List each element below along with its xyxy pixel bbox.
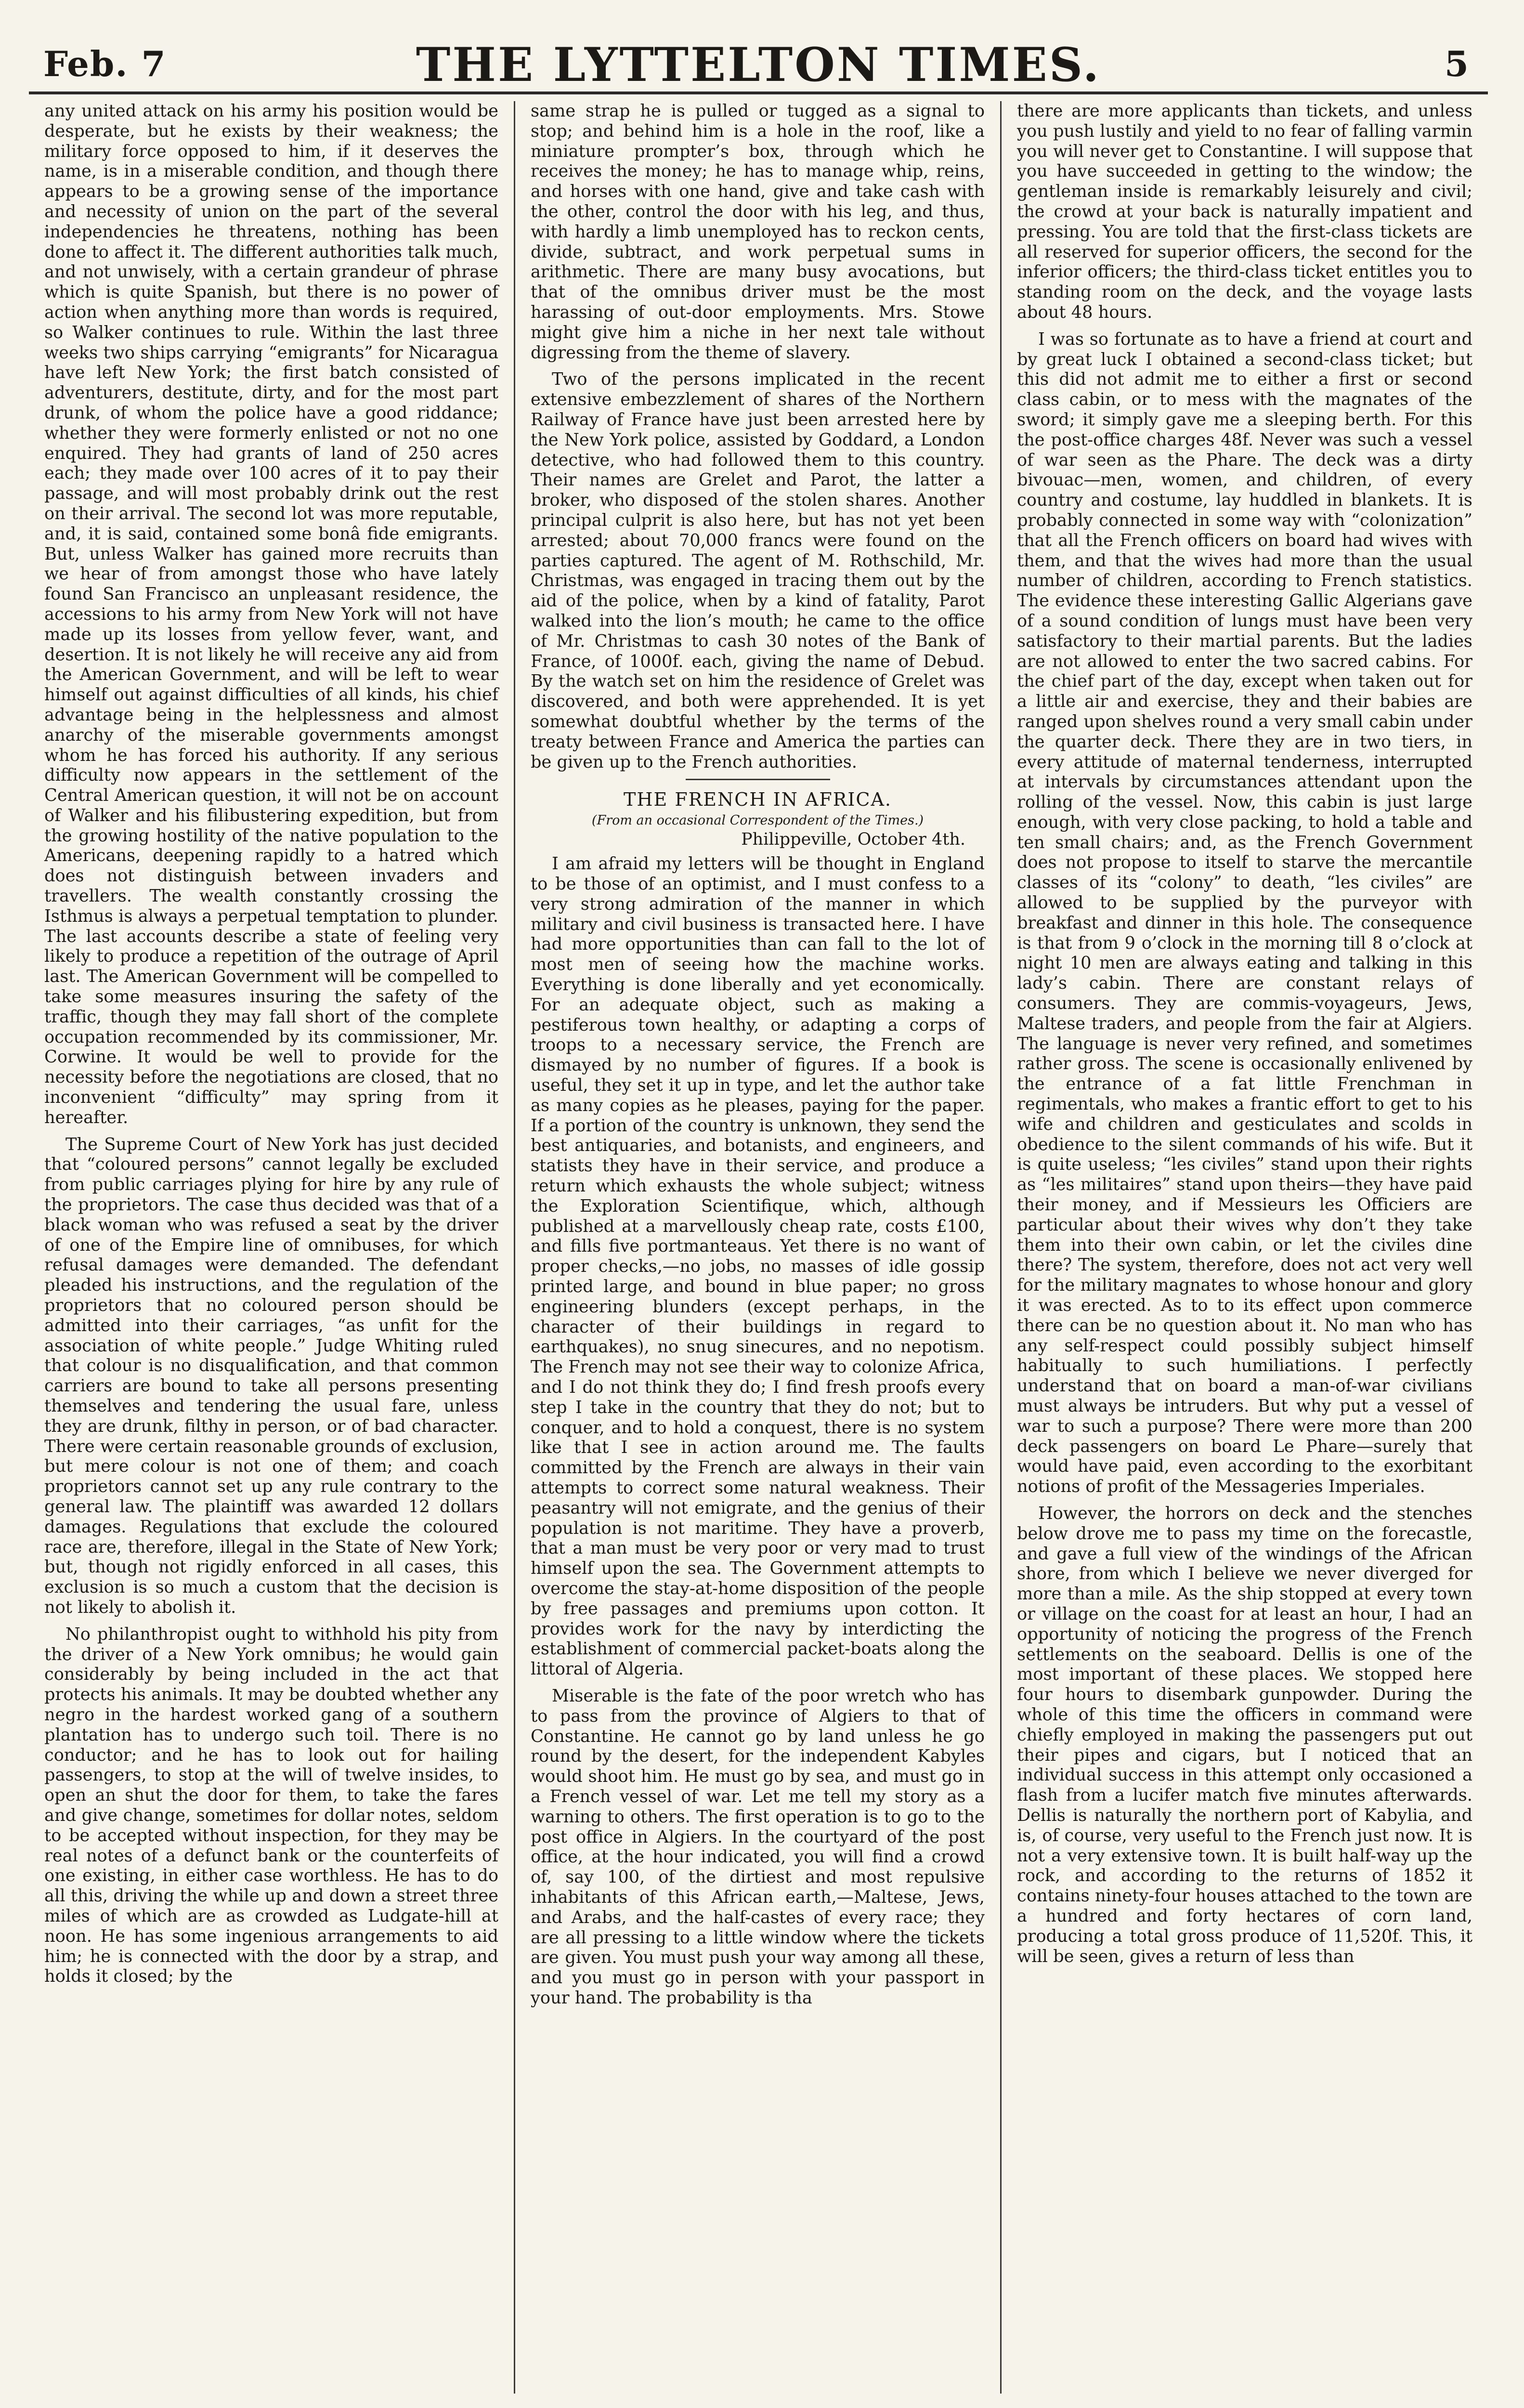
column-1 — [29, 101, 515, 2394]
column-3 — [1002, 101, 1488, 2394]
paragraph: there are more applicants than tickets, and unless you push lustily and yield to no fear of falling varmin you will never get to Constantine. I will suppose that you have succeeded in getting to the window; the gentleman inside is remarkably leisurely and civil; the crowd at your back is naturally impatient and pressing. You are told that the first-class tickets are all reserved for superior officers, the second for the inferior officers; the third-class ticket entitles you to standing room on the deck, and the voyage lasts about 48 hours. — [1017, 101, 1472, 322]
masthead — [29, 34, 1488, 94]
paragraph: No philanthropist ought to withhold his pity from the driver of a New York omnibus; he would gain considerably by being included in the act that protects his animals. It may be doubted whether any negro in the hardest worked gang of a southern plantation has to undergo such toil. There is no conductor; and he has to look out for hailing passengers, to stop at the will of twelve insides, to open an shut the door for them, to take the fares and give change, sometimes for dollar notes, seldom to be accepted without inspection, for they may be real notes of a defunct bank or the counterfeits of one existing, in either case worthless. He has to do all this, driving the while up and down a street three miles of which are as crowded as Ludgate-hill at noon. He has some ingenious arrangements to aid him; he is connected with the door by a strap, and holds it closed; by the — [44, 1624, 498, 1987]
paragraph: any united attack on his army his position would be desperate, but he exists by their weakness; the military force opposed to him, if it deserves the name, is in a miserable condition, and though there appears to be a growing sense of the importance and necessity of union on the part of the several independencies he threatens, nothing has been done to affect it. The different authorities talk much, and not unwisely, with a certain grandeur of phrase which is quite Spanish, but there is no power of action when anything more than words is required, so Walker continues to rule. Within the last three weeks two ships carrying “emigrants” for Nicaragua have left New York; the first batch consisted of adventurers, destitute, dirty, and for the most part drunk, of whom the police have a good riddance; whether they were formerly enlisted or not no one enquired. They had grants of land of 250 acres each; they made over 100 acres of it to pay their passage, and will most probably drink out the rest on their arrival. The second lot was more reputable, and, it is said, contained some bonâ fide emigrants. But, unless Walker has gained more recruits than we hear of from amongst those who have lately found San Francisco an unpleasant residence, the accessions to his army from New York will not have made up its losses from yellow fever, want, and desertion. It is not likely he will receive any aid from the American Government, and will be left to wear himself out against difficulties of all kinds, his chief advantage being in the helplessness and almost anarchy of the miserable governments amongst whom he has forced his authority. If any serious difficulty now appears in the settlement of the Central American question, it will not be on account of Walker and his filibustering expedition, but from the growing hostility of the native population to the Americans, deepening rapidly to a hatred which does not distinguish between invaders and travellers. The wealth constantly crossing the Isthmus is always a perpetual temptation to plunder. The last accounts describe a state of feeling very likely to produce a repetition of the outrage of April last. The American Government will be compelled to take some measures insuring the safety of the traffic, though they may fall short of the complete occupation recommended by its commissioner, Mr. Corwine. It would be well to provide for the necessity before the negotiations are closed, that no inconvenient “difficulty” may spring from it hereafter. — [44, 101, 498, 1127]
newspaper-page — [29, 34, 1488, 2394]
page-number: 5 — [1444, 43, 1469, 84]
columns — [29, 101, 1488, 2394]
article-source: (From an occasional Correspondent of the Times.) — [591, 813, 924, 828]
newspaper-title: THE LYTTELTON TIMES. — [416, 38, 1101, 92]
paragraph: I am afraid my letters will be thought in England to be those of an optimist, and I must confess to a very strong admiration of the manner in which military and civil business is transacted here. I have had more opportunities than can fall to the lot of most men of seeing how the machine works. Everything is done liberally and yet economically. For an adequate object, such as making a pestiferous town healthy, or adapting a corps of troops to a necessary service, the French are dismayed by no number of figures. If a book is useful, they set it up in type, and let the author take as many copies as he pleases, paying for the paper. If a portion of the country is unknown, they send the best antiquaries, and botanists, and engineers, and statists they have in their service, and produce a return which exhausts the whole subject; witness the Exploration Scientifique, which, although published at a marvellously cheap rate, costs £100, and fills five portmanteaus. Yet there is no want of proper checks,—no jobs, no masses of idle gossip printed large, and bound in blue paper; no gross engineering blunders (except perhaps, in the character of their buildings in regard to earthquakes), no snug sinecures, and no nepotism. The French may not see their way to colonize Africa, and I do not think they do; I find fresh proofs every step I take in the country that they do not; but to conquer, and to hold a conquest, there is no system like that I see in action around me. The faults committed by the French are always in their vain attempts to correct some natural weakness. Their peasantry will not emigrate, and the genius of their population is not maritime. They have a proverb, that a man must be very poor or very mad to trust himself upon the sea. The Government attempts to overcome the stay-at-home disposition of the people by free passages and premiums upon cotton. It provides work for the navy by interdicting the establishment of commercial packet-boats along the littoral of Algeria. — [531, 854, 985, 1679]
paragraph: same strap he is pulled or tugged as a signal to stop; and behind him is a hole in the roof, like a miniature prompter’s box, through which he receives the money; he has to manage whip, reins, and horses with one hand, give and take cash with the other, control the door with his leg, and thus, with hardly a limb unemployed has to reckon cents, divide, subtract, and work perpetual sums in arithmetic. There are many busy avocations, but that of the omnibus driver must be the most harassing of out-door employments. Mrs. Stowe might give him a niche in her next tale without digressing from the theme of slavery. — [531, 101, 985, 363]
article-dateline: Philippeville, October 4th. — [741, 830, 965, 850]
paragraph: Miserable is the fate of the poor wretch who has to pass from the province of Algiers to that of Constantine. He cannot go by land unless he go round by the desert, for the independent Kabyles would shoot him. He must go by sea, and must go in a French vessel of war. Let me tell my story as a warning to others. The first operation is to go to the post office in Algiers. In the courtyard of the post office, at the hour indicated, you will find a crowd of, say 100, of the dirtiest and most repulsive inhabitants of this African earth,—Maltese, Jews, and Arabs, and the half-castes of every race; they are all pressing to a little window where the tickets are given. You must push your way among all these, and you must go in person with your passport in your hand. The probability is tha — [531, 1686, 985, 2008]
column-2 — [515, 101, 1002, 2394]
article-heading: THE FRENCH IN AFRICA. — [624, 789, 892, 811]
paragraph: However, the horrors on deck and the stenches below drove me to pass my time on the forecastle, and gave a full view of the windings of the African shore, from which I believe we never diverged for more than a mile. As the ship stopped at every town or village on the coast for at least an hour, I had an opportunity of noticing the progress of the French settlements on the seaboard. Dellis is one of the most important of these places. We stopped here four hours to disembark gunpowder. During the whole of this time the officers in command were chiefly employed in making the passengers put out their pipes and cigars, but I noticed that an individual success in this attempt only occasioned a flash from a lucifer match five minutes afterwards. Dellis is naturally the northern port of Kabylia, and is, of course, very useful to the French just now. It is not a very extensive town. It is built half-way up the rock, and according to the returns of 1852 it contains ninety-four houses attached to the town are a hundred and forty hectares of corn land, producing a total gross produce of 11,520f. This, it will be seen, gives a return of less than — [1017, 1503, 1472, 1966]
issue-date: Feb. 7 — [43, 43, 167, 84]
divider — [686, 779, 830, 780]
paragraph: Two of the persons implicated in the recent extensive embezzlement of shares of the Northern Railway of France have just been arrested here by the New York police, assisted by Goddard, a London detective, who had followed them to this country. Their names are Grelet and Parot, the latter a broker, who disposed of the stolen shares. Another principal culprit is also here, but has not yet been arrested; about 70,000 francs were found on the parties captured. The agent of M. Rothschild, Mr. Christmas, was engaged in tracing them out by the aid of the police, when by a kind of fatality, Parot walked into the lion’s mouth; he came to the office of Mr. Christmas to cash 30 notes of the Bank of France, of 1000f. each, giving the name of Debud. By the watch set on him the residence of Grelet was discovered, and both were apprehended. It is yet somewhat doubtful whether by the terms of the treaty between France and America the parties can be given up to the French authorities. — [531, 369, 985, 772]
paragraph: The Supreme Court of New York has just decided that “coloured persons” cannot legally be excluded from public carriages plying for hire by any rule of the proprietors. The case thus decided was that of a black woman who was refused a seat by the driver of one of the Empire line of omnibuses, for which refusal damages were demanded. The defendant pleaded his instructions, and the regulation of the proprietors that no coloured person should be admitted into their carriages, “as unfit for the association of white people.” Judge Whiting ruled that colour is no disqualification, and that common carriers are bound to take all persons presenting themselves and tendering the usual fare, unless they are drunk, filthy in person, or of bad character. There were certain reasonable grounds of exclusion, but mere colour is not one of them; and coach proprietors cannot set up any rule contrary to the general law. The plaintiff was awarded 12 dollars damages. Regulations that exclude the coloured race are, therefore, illegal in the State of New York; but, though not rigidly enforced in all cases, this exclusion is so much a custom that the decision is not likely to abolish it. — [44, 1134, 498, 1617]
paragraph: I was so fortunate as to have a friend at court and by great luck I obtained a second-class ticket; but this did not admit me to either a first or second class cabin, or to mess with the magnates of the sword; it simply gave me a sleeping berth. For this the post-office charges 48f. Never was such a vessel of war seen as the Phare. The deck was a dirty bivouac—men, women, and children, of every country and costume, lay huddled in blankets. It is probably connected in some way with “colonization” that all the French officers on board had wives with them, and that the wives had more than the usual number of children, according to French statistics. The evidence these interesting Gallic Algerians gave of a sound condition of lungs must have been very satisfactory to their martial parents. But the ladies are not allowed to enter the two sacred cabins. For the chief part of the day, except when taken out for a little air and exercise, they and their babies are ranged upon shelves round a very small cabin under the quarter deck. There they are in two tiers, in every attitude of maternal tenderness, interrupted at intervals by circumstances attendant upon the rolling of the vessel. Now, this cabin is just large enough, with very close packing, to hold a table and ten small chairs; and, as the French Government does not propose to itself to starve the mercantile classes of its “colony” to death, “les civiles” are allowed to be supplied by the purveyor with breakfast and dinner in this hole. The consequence is that from 9 o’clock in the morning till 8 o’clock at night 10 men are always eating and talking in this lady’s cabin. There are constant relays of consumers. They are commis-voyageurs, Jews, Maltese traders, and people from the fair at Algiers. The language is never very refined, and sometimes rather gross. The scene is occasionally enlivened by the entrance of a fat little Frenchman in regimentals, who makes a frantic effort to get to his wife and children and gesticulates and scolds in obedience to the silent commands of his wife. But it is quite useless; “les civiles” stand upon their rights as “les militaires” stand upon theirs—they have paid their money, and if Messieurs les Officiers are particular about their wives why don’t they take them into their own cabin, or let the civiles dine there? The system, therefore, does not act very well for the military magnates to whose honour and glory it was erected. As to to its effect upon commerce there can be no question about it. No man who has any self-respect could possibly subject himself habitually to such humiliations. I perfectly understand that on board a man-of-war civilians must always be intruders. But why put a vessel of war to such a purpose? There were more than 200 deck passengers on board Le Phare—surely that would have paid, even according to the exorbitant notions of profit of the Messageries Imperiales. — [1017, 329, 1472, 1497]
